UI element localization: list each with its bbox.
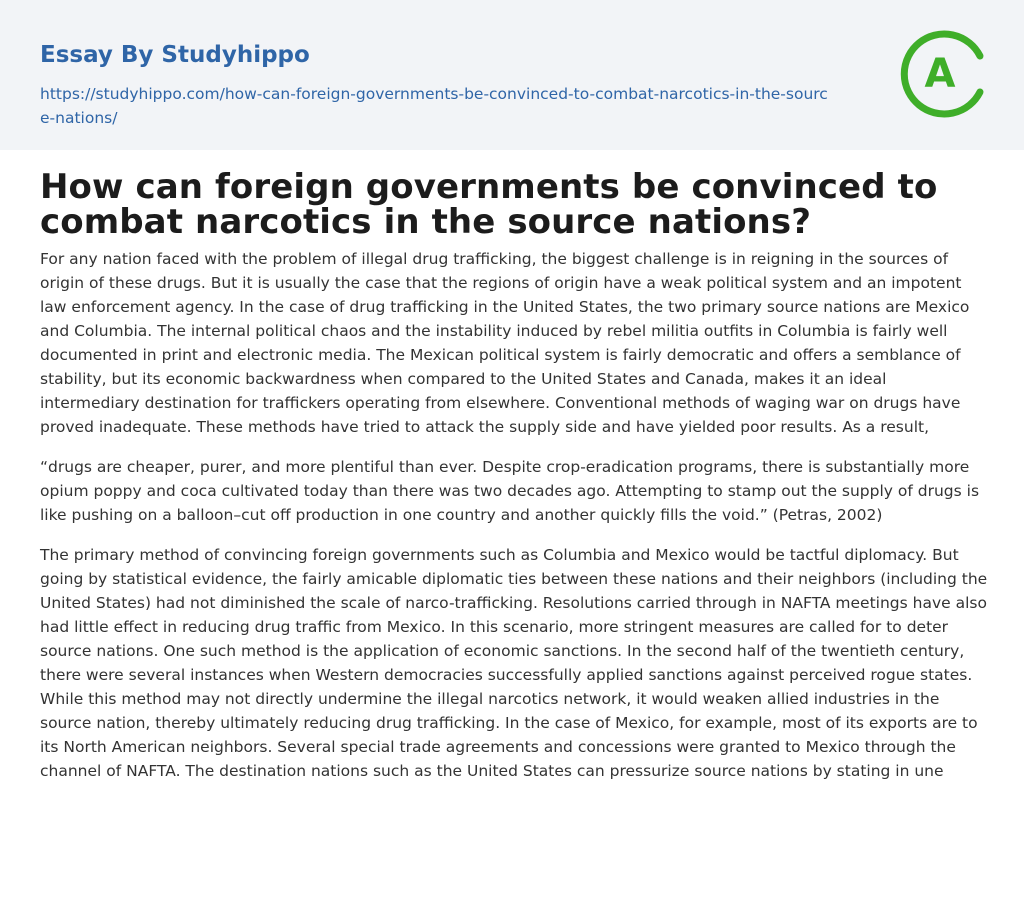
article <box>40 167 988 783</box>
logo-letter: A <box>924 51 956 97</box>
essay-url-link[interactable]: https://studyhippo.com/how-can-foreign-governments-be-convinced-to-combat-narcotics-in-the-source-nations/ <box>40 85 828 127</box>
paragraph-3: The primary method of convincing foreign governments such as Columbia and Mexico would be tactful diplomacy. But going by statistical evidence, the fairly amicable diplomatic ties between these nations and their neighbors (including the United States) had not diminished the scale of narco-trafficking. Resolutions carried through in NAFTA meetings have also had little effect in reducing drug traffic from Mexico. In this scenario, more stringent measures are called for to deter source nations. One such method is the application of economic sanctions. In the second half of the twentieth century, there were several instances when Western democracies successfully applied sanctions against perceived rogue states. While this method may not directly undermine the illegal narcotics network, it would weaken allied industries in the source nation, thereby ultimately reducing drug trafficking. In the case of Mexico, for example, most of its exports are to its North American neighbors. Several special trade agreements and concessions were granted to Mexico through the channel of NAFTA. The destination nations such as the United States can pressurize source nations by stating in une <box>40 546 988 780</box>
logo-ring-icon[interactable] <box>896 28 988 120</box>
site-header <box>0 0 1024 150</box>
paragraph-2-quote: “drugs are cheaper, purer, and more plentiful than ever. Despite crop-eradication programs, there is substantially more opium poppy and coca cultivated today than there was two decades ago. Attempting to stamp out the supply of drugs is like pushing on a balloon–cut off production in one country and another quickly fills the void.” (Petras, 2002) <box>40 458 980 524</box>
article-title: How can foreign governments be convinced to combat narcotics in the source nations? <box>40 167 938 242</box>
brand-title: Essay By Studyhippo <box>40 42 310 68</box>
paragraph-1: For any nation faced with the problem of illegal drug trafficking, the biggest challenge is in reigning in the sources of origin of these drugs. But it is usually the case that the regions of origin have a weak political system and an impotent law enforcement agency. In the case of drug trafficking in the United States, the two primary source nations are Mexico and Columbia. The internal political chaos and the instability induced by rebel militia outfits in Columbia is fairly well documented in print and electronic media. The Mexican political system is fairly democratic and offers a semblance of stability, but its economic backwardness when compared to the United States and Canada, makes it an ideal intermediary destination for traffickers operating from elsewhere. Conventional methods of waging war on drugs have proved inadequate. These methods have tried to attack the supply side and have yielded poor results. As a result, <box>40 250 970 436</box>
